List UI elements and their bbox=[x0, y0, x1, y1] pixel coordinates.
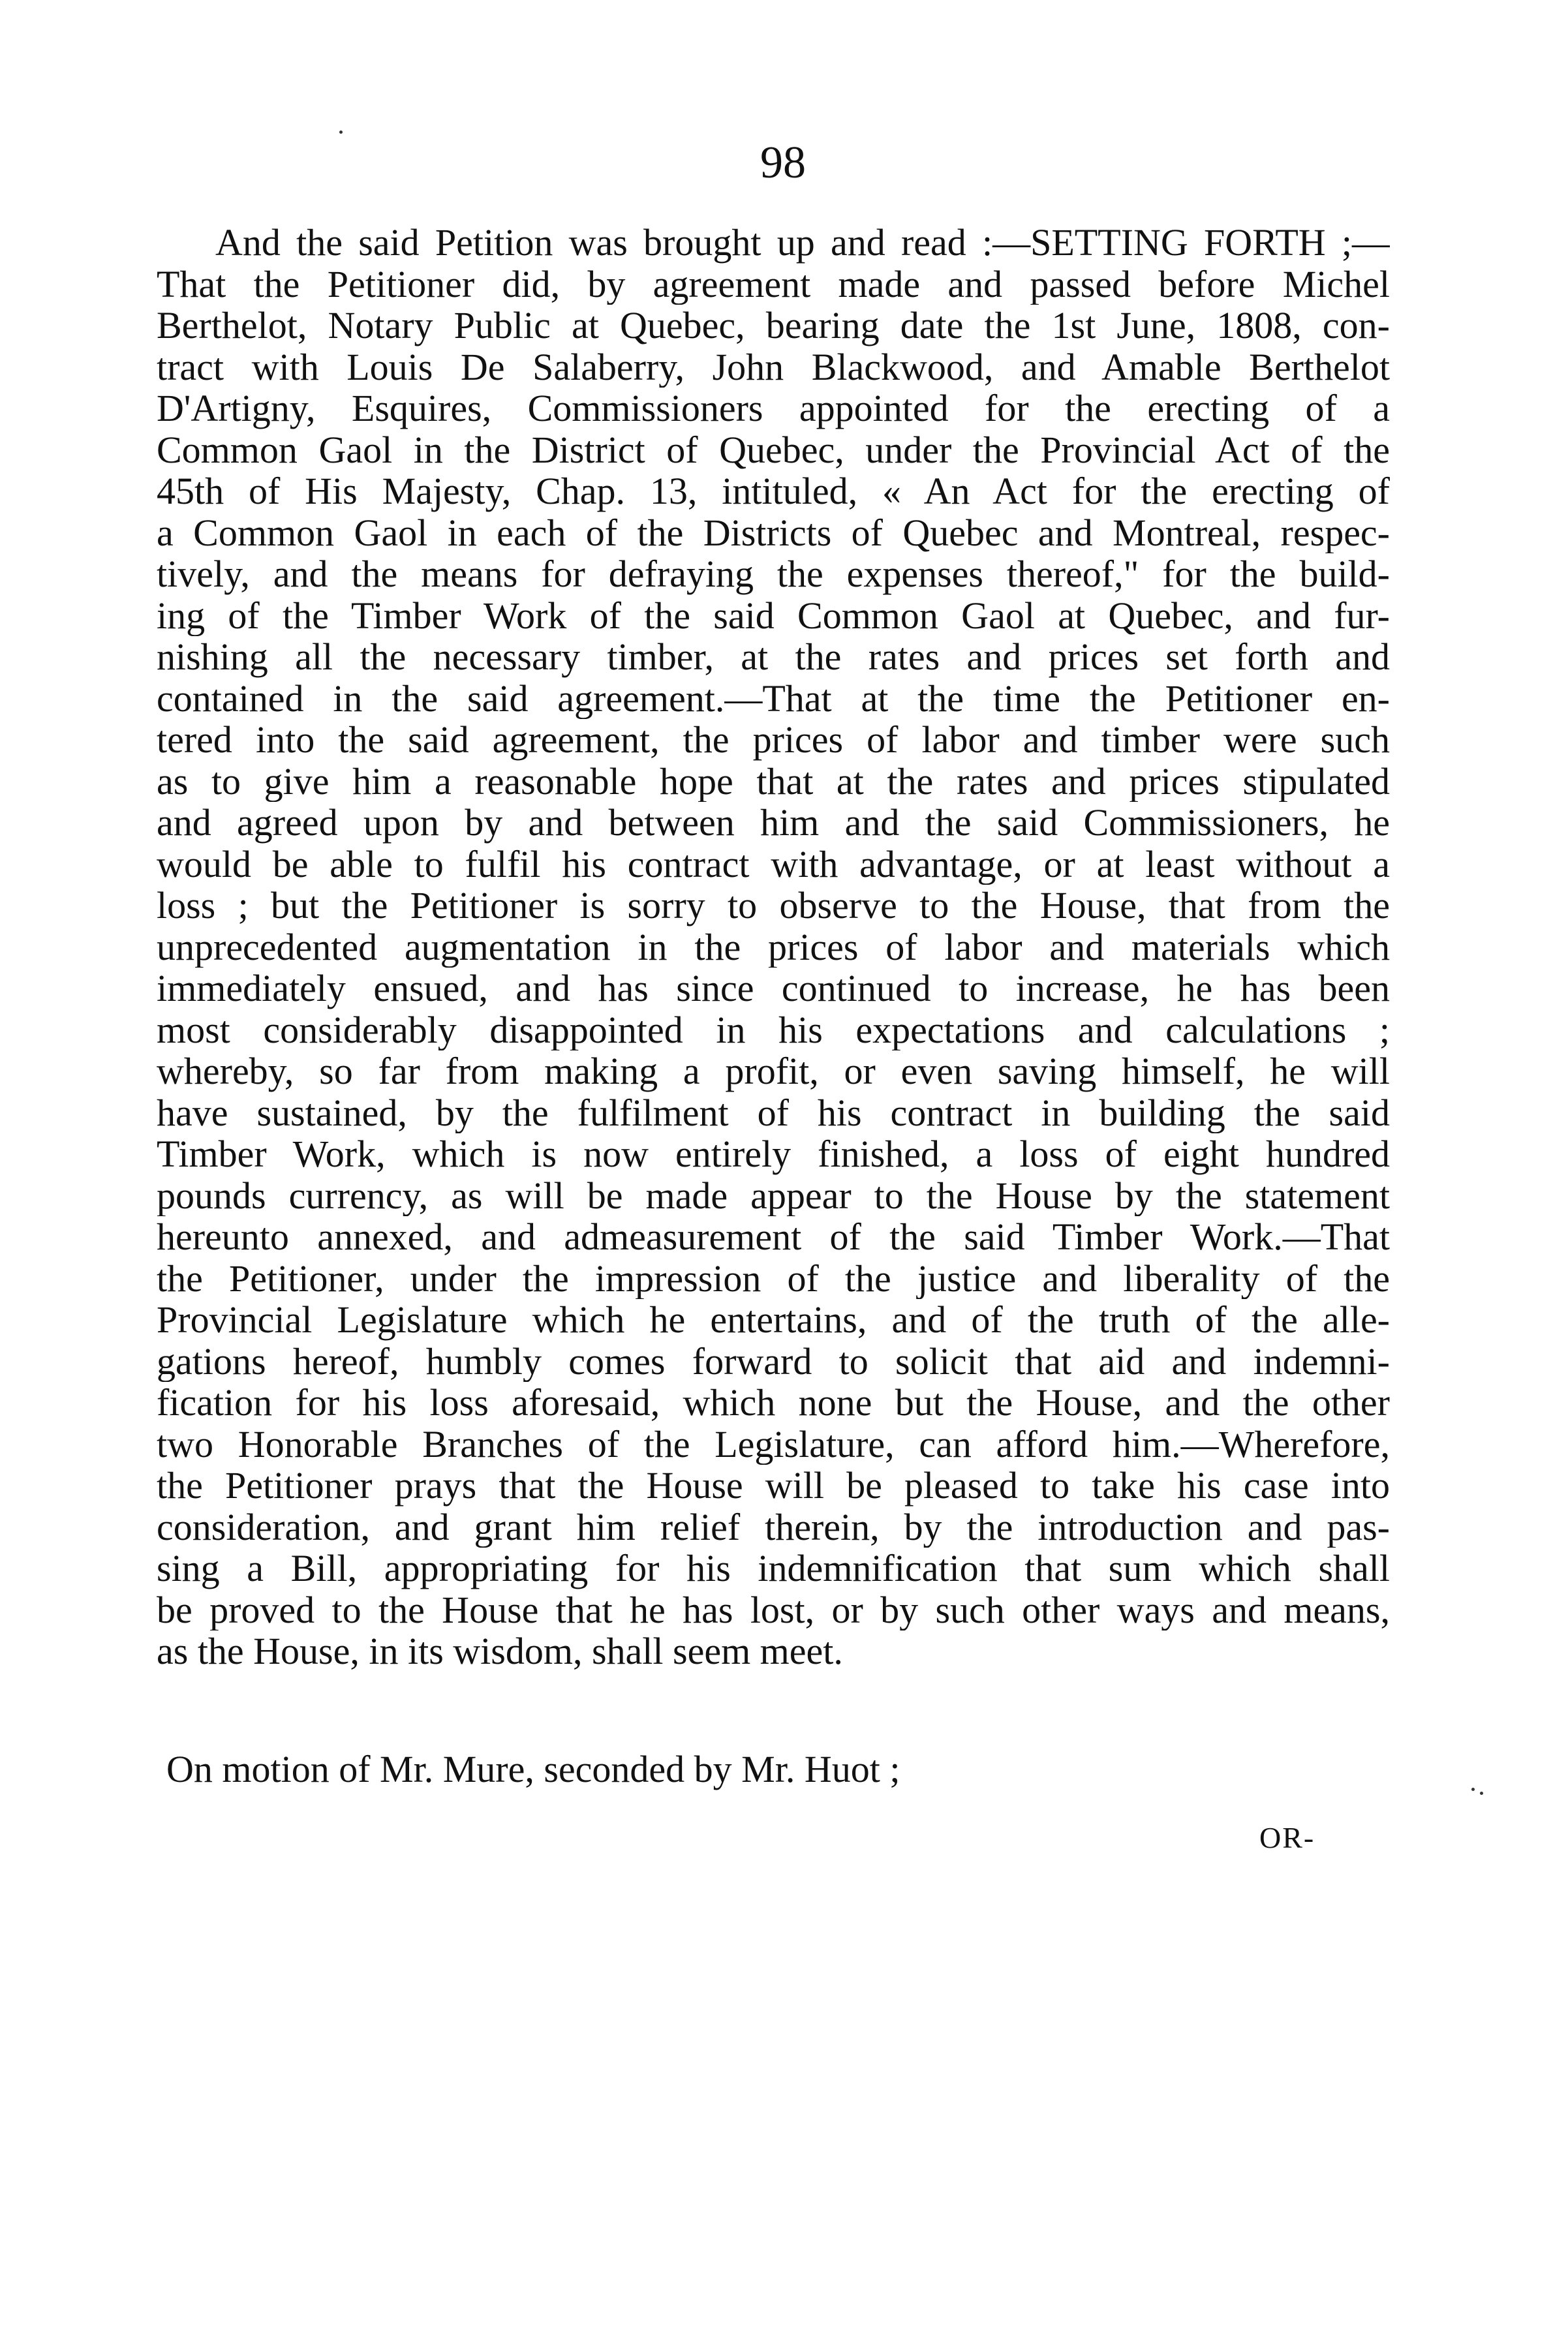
text-line: and agreed upon by and between him and the said Commissioners, he bbox=[157, 802, 1390, 844]
text-line: Berthelot, Notary Public at Quebec, bearing date the 1st June, 1808, con- bbox=[157, 305, 1390, 346]
text-line: fication for his loss aforesaid, which none but the House, and the other bbox=[157, 1382, 1390, 1424]
text-line: tract with Louis De Salaberry, John Blackwood, and Amable Berthelot bbox=[157, 346, 1390, 388]
text-line: two Honorable Branches of the Legislature, can afford him.—Wherefore, bbox=[157, 1423, 1390, 1465]
page-number: 98 bbox=[760, 138, 806, 188]
text-line: unprecedented augmentation in the prices of labor and materials which bbox=[157, 926, 1390, 968]
text-line: hereunto annexed, and admeasurement of the said Timber Work.—That bbox=[157, 1216, 1390, 1258]
text-line: ing of the Timber Work of the said Common Gaol at Quebec, and fur- bbox=[157, 594, 1390, 636]
ink-speck bbox=[1471, 1788, 1475, 1791]
text-line: contained in the said agreement.—That at the time the Petitioner en- bbox=[157, 677, 1390, 719]
text-line: pounds currency, as will be made appear to the House by the statement bbox=[157, 1174, 1390, 1216]
text-line: immediately ensued, and has since continued to increase, he has been bbox=[157, 968, 1390, 1009]
text-line: the Petitioner, under the impression of the justice and liberality of the bbox=[157, 1257, 1390, 1299]
text-line: most considerably disappointed in his expectations and calculations ; bbox=[157, 1009, 1390, 1050]
text-line: as the House, in its wisdom, shall seem meet. bbox=[157, 1630, 843, 1672]
text-line: would be able to fulfil his contract with advantage, or at least without a bbox=[157, 843, 1390, 885]
text-line: have sustained, by the fulfilment of his contract in building the said bbox=[157, 1092, 1390, 1133]
ink-speck bbox=[1480, 1792, 1483, 1795]
catchword: OR- bbox=[1259, 1821, 1315, 1854]
text-line: Provincial Legislature which he entertains, and of the truth of the alle- bbox=[157, 1299, 1390, 1341]
text-line: loss ; but the Petitioner is sorry to observe to the House, that from the bbox=[157, 885, 1390, 926]
motion-text: On motion of Mr. Mure, seconded by Mr. Huot ; bbox=[166, 1748, 900, 1790]
text-line: And the said Petition was brought up and read :—SETTING FORTH ;— bbox=[215, 222, 1390, 264]
motion-line bbox=[157, 1749, 1390, 1790]
text-line: as to give him a reasonable hope that at the rates and prices stipulated bbox=[157, 760, 1390, 802]
text-line: nishing all the necessary timber, at the rates and prices set forth and bbox=[157, 636, 1390, 678]
text-line: That the Petitioner did, by agreement made and passed before Michel bbox=[157, 263, 1390, 305]
text-line: D'Artigny, Esquires, Commissioners appointed for the erecting of a bbox=[157, 388, 1390, 429]
text-line: gations hereof, humbly comes forward to solicit that aid and indemni- bbox=[157, 1340, 1390, 1382]
text-line: Timber Work, which is now entirely finished, a loss of eight hundred bbox=[157, 1133, 1390, 1175]
ink-speck bbox=[339, 130, 343, 134]
text-line: be proved to the House that he has lost, or by such other ways and means, bbox=[157, 1589, 1390, 1630]
text-line: sing a Bill, appropriating for his indemnification that sum which shall bbox=[157, 1548, 1390, 1589]
text-line: consideration, and grant him relief therein, by the introduction and pas- bbox=[157, 1506, 1390, 1548]
text-line: a Common Gaol in each of the Districts of Quebec and Montreal, respec- bbox=[157, 512, 1390, 553]
text-line: tively, and the means for defraying the expenses thereof," for the build- bbox=[157, 553, 1390, 595]
text-line: whereby, so far from making a profit, or even saving himself, he will bbox=[157, 1050, 1390, 1092]
text-line: 45th of His Majesty, Chap. 13, intituled, « An Act for the erecting of bbox=[157, 470, 1390, 512]
text-line: the Petitioner prays that the House will be pleased to take his case into bbox=[157, 1465, 1390, 1507]
text-line: Common Gaol in the District of Quebec, under the Provincial Act of the bbox=[157, 429, 1390, 470]
text-line: tered into the said agreement, the prices of labor and timber were such bbox=[157, 719, 1390, 761]
petition-text bbox=[157, 222, 1390, 1672]
